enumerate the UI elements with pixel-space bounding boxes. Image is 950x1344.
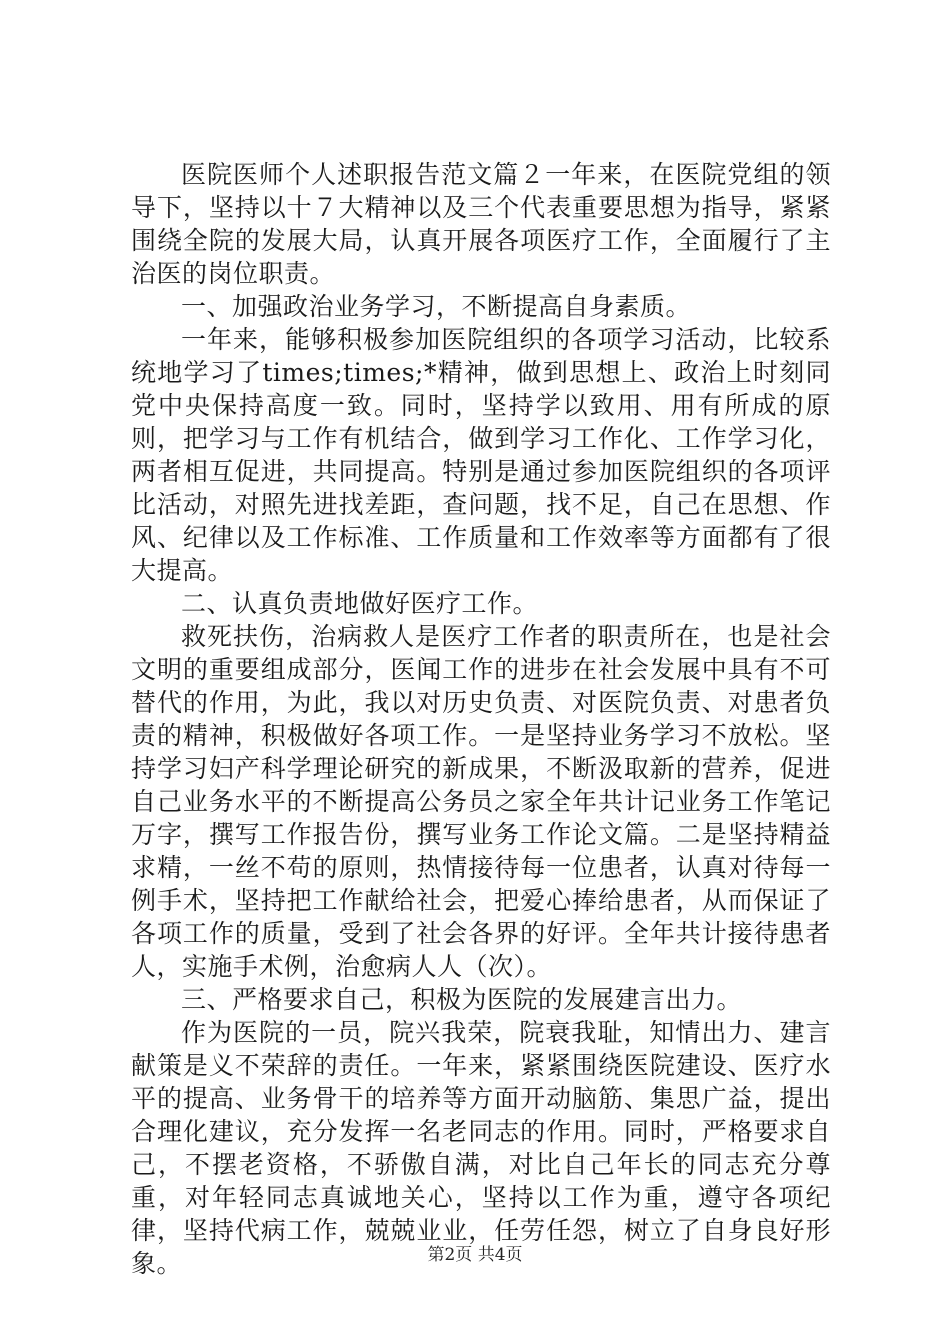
- document-body: [131, 158, 831, 1280]
- paragraph-self-requirement: 作为医院的一员，院兴我荣，院衰我耻，知情出力、建言献策是义不荣辞的责任。一年来，紧紧围绕医院建设、医疗水平的提高、业务骨干的培养等方面开动脑筋、集思广益，提出合理化建议，充分发挥一名老同志的作用。同时，严格要求自己，不摆老资格，不骄傲自满，对比自己年长的同志充分尊重，对年轻同志真诚地关心，坚持以工作为重，遵守各项纪律，坚持代病工作，兢兢业业，任劳任怨，树立了自身良好形象。: [131, 1018, 831, 1278]
- section-heading-2: 二、认真负责地做好医疗工作。: [181, 589, 539, 618]
- paragraph-intro: 医院医师个人述职报告范文篇２一年来，在医院党组的领导下，坚持以十７大精神以及三个代表重要思想为指导，紧紧围绕全院的发展大局，认真开展各项医疗工作，全面履行了主治医的岗位职责。: [131, 160, 831, 288]
- section-heading-3: 三、严格要求自己，积极为医院的发展建言出力。: [181, 985, 743, 1014]
- page-footer: 第2页 共4页: [427, 1245, 523, 1265]
- paragraph-study: 一年来，能够积极参加医院组织的各项学习活动，比较系统地学习了times;times;*精神，做到思想上、政治上时刻同党中央保持高度一致。同时，坚持学以致用、用有所成的原则，把学习与工作有机结合，做到学习工作化、工作学习化，两者相互促进，共同提高。特别是通过参加医院组织的各项评比活动，对照先进找差距，查问题，找不足，自己在思想、作风、纪律以及工作标准、工作质量和工作效率等方面都有了很大提高。: [131, 325, 831, 585]
- paragraph-medical-work: 救死扶伤，治病救人是医疗工作者的职责所在，也是社会文明的重要组成部分，医闻工作的进步在社会发展中具有不可替代的作用，为此，我以对历史负责、对医院负责、对患者负责的精神，积极做好各项工作。一是坚持业务学习不放松。坚持学习妇产科学理论研究的新成果，不断汲取新的营养，促进自己业务水平的不断提高公务员之家全年共计记业务工作笔记万字，撰写工作报告份，撰写业务工作论文篇。二是坚持精益求精，一丝不苟的原则，热情接待每一位患者，认真对待每一例手术，坚持把工作献给社会，把爱心捧给患者，从而保证了各项工作的质量，受到了社会各界的好评。全年共计接待患者人，实施手术例，治愈病人人（次）。: [131, 622, 831, 981]
- section-heading-1: 一、加强政治业务学习，不断提高自身素质。: [181, 292, 692, 321]
